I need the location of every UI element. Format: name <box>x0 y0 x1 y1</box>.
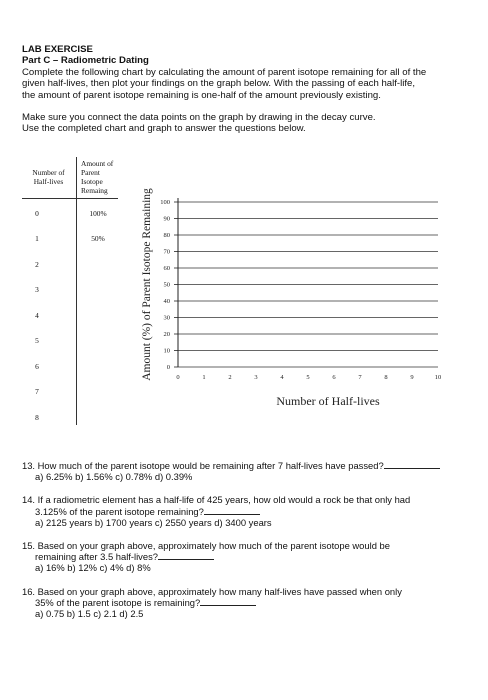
answer-options: a) 16% b) 12% c) 4% d) 8% <box>35 562 151 574</box>
table-cell-amount[interactable]: 100% <box>89 209 107 218</box>
table-cell-half-lives: 1 <box>35 234 39 243</box>
x-axis-label: Number of Half-lives <box>276 394 380 408</box>
table-cell-half-lives: 7 <box>35 387 39 396</box>
y-tick-label: 50 <box>163 281 170 289</box>
x-tick-label: 8 <box>384 374 388 381</box>
question-text: 13. How much of the parent isotope would be remaining after 7 half-lives have passed? <box>22 460 384 471</box>
table-cell-amount[interactable]: 50% <box>91 234 105 243</box>
x-tick-label: 4 <box>280 374 284 381</box>
answer-blank[interactable] <box>200 597 256 606</box>
y-tick-label: 80 <box>163 232 170 240</box>
table-cell-half-lives: 8 <box>35 413 39 422</box>
instruction-line: Make sure you connect the data points on the graph by drawing in the decay curve. <box>22 112 376 124</box>
column-header-amount: Amount of Parent Isotope Remaing <box>81 159 114 195</box>
table-cell-half-lives: 6 <box>35 362 39 371</box>
table-cell-half-lives: 4 <box>35 311 39 320</box>
lab-title: LAB EXERCISE <box>22 44 93 55</box>
x-tick-label: 5 <box>306 374 310 381</box>
x-tick-label: 7 <box>358 374 362 381</box>
answer-options: a) 2125 years b) 1700 years c) 2550 years d) 3400 years <box>35 516 272 528</box>
question-text: 35% of the parent isotope is remaining? <box>35 596 201 608</box>
decay-graph[interactable] <box>138 180 468 410</box>
table-cell-half-lives: 5 <box>35 336 39 345</box>
answer-blank[interactable] <box>158 551 214 560</box>
y-tick-label: 10 <box>163 347 170 355</box>
column-header-half-lives: Number of Half-lives <box>32 168 65 186</box>
y-tick-label: 20 <box>163 331 170 339</box>
y-tick-label: 70 <box>163 248 170 256</box>
x-tick-label: 6 <box>332 374 336 381</box>
question-text: 3.125% of the parent isotope remaining? <box>35 505 204 517</box>
x-tick-label: 3 <box>254 374 258 381</box>
table-cell-half-lives: 0 <box>35 209 39 218</box>
question-16 <box>22 586 462 620</box>
y-tick-label: 40 <box>163 298 170 306</box>
answer-blank[interactable] <box>384 460 440 469</box>
x-tick-label: 10 <box>434 374 442 381</box>
instruction-line: the amount of parent isotope remaining is one-half of the amount previously existing. <box>22 89 381 101</box>
y-tick-label: 30 <box>163 314 170 322</box>
question-text: remaining after 3.5 half-lives? <box>35 551 158 563</box>
lab-subtitle: Part C – Radiometric Dating <box>22 55 149 67</box>
lab-header <box>22 44 472 135</box>
table-cell-half-lives: 2 <box>35 260 39 269</box>
x-tick-label: 1 <box>202 374 206 381</box>
question-14 <box>22 494 462 528</box>
answer-options: a) 0.75 b) 1.5 c) 2.1 d) 2.5 <box>35 608 144 620</box>
question-text: 15. Based on your graph above, approximately how much of the parent isotope would be <box>22 540 390 552</box>
half-life-table <box>22 157 118 425</box>
table-divider-horizontal <box>22 198 118 199</box>
x-tick-label: 2 <box>228 374 232 381</box>
x-tick-label: 0 <box>176 374 180 381</box>
questions-section <box>22 460 462 631</box>
question-13 <box>22 460 462 482</box>
instruction-line: given half-lives, then plot your findings on the graph below. With the passing of each half-life, <box>22 78 416 90</box>
answer-blank[interactable] <box>204 506 260 515</box>
question-text: 14. If a radiometric element has a half-life of 425 years, how old would a rock be that only had <box>22 494 411 506</box>
table-cell-half-lives: 3 <box>35 285 39 294</box>
y-tick-label: 60 <box>163 265 170 273</box>
question-15 <box>22 540 462 574</box>
y-axis-label: Amount (%) of Parent Isotope Remaining <box>141 188 153 381</box>
instruction-line: Complete the following chart by calculating the amount of parent isotope remaining for all of the <box>22 66 427 78</box>
x-tick-label: 9 <box>410 374 414 381</box>
y-tick-label: 100 <box>160 199 170 207</box>
y-tick-label: 0 <box>166 364 170 372</box>
instruction-line: Use the completed chart and graph to answer the questions below. <box>22 123 306 135</box>
y-tick-label: 90 <box>163 215 170 223</box>
answer-options: a) 6.25% b) 1.56% c) 0.78% d) 0.39% <box>35 471 193 483</box>
question-text: 16. Based on your graph above, approximately how many half-lives have passed when only <box>22 585 402 597</box>
